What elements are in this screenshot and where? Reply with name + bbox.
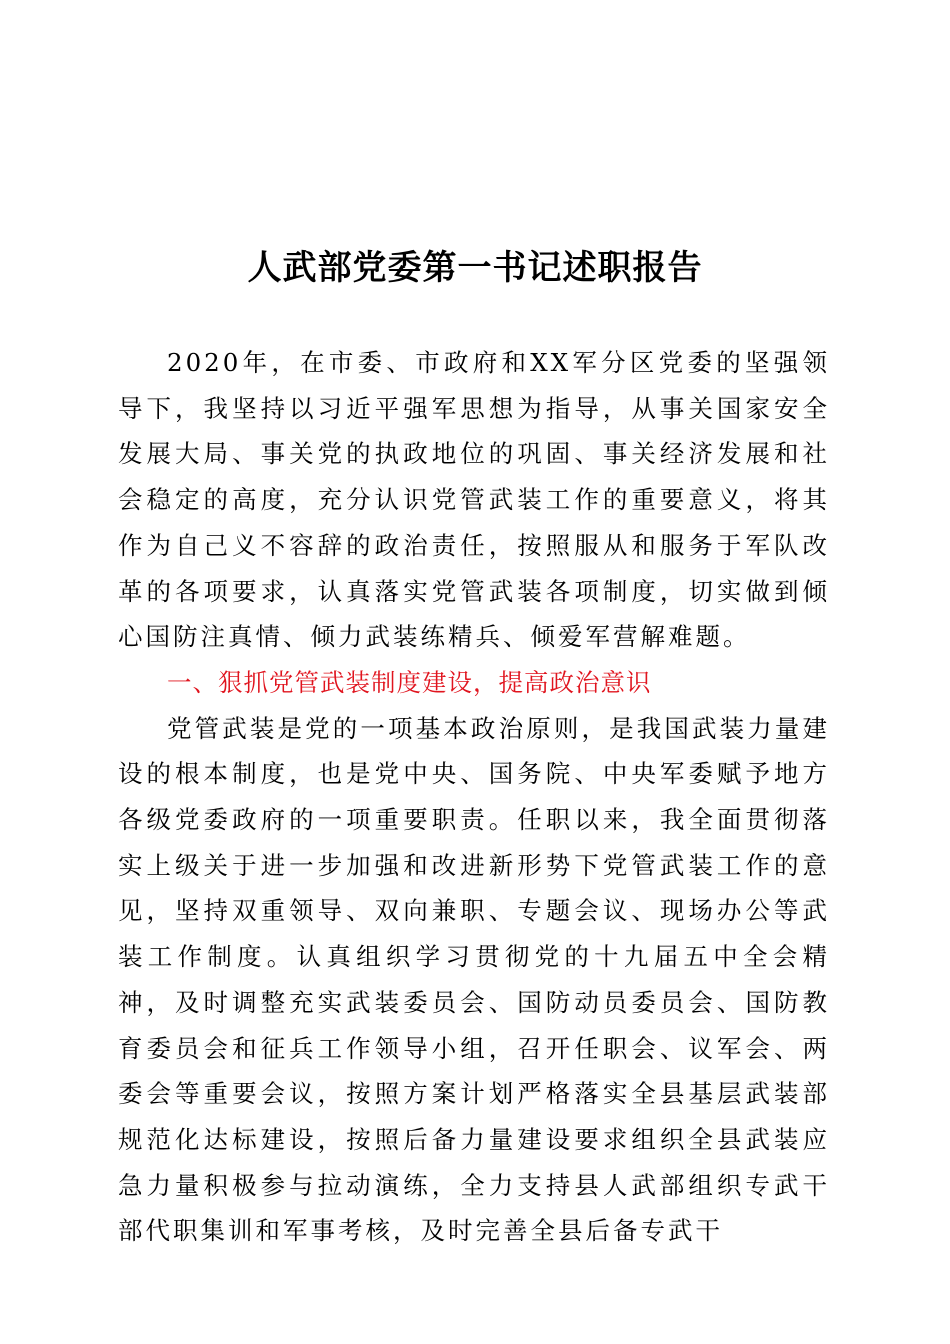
intro-paragraph: 2020年，在市委、市政府和XX军分区党委的坚强领导下，我坚持以习近平强军思想为指导，从事关国家安全发展大局、事关党的执政地位的巩固、事关经济发展和社会稳定的高度，充分认识党管武装工作的重要意义，将其作为自己义不容辞的政治责任，按照服从和服务于军队改革的各项要求，认真落实党管武装各项制度，切实做到倾心国防注真情、倾力武装练精兵、倾爱军营解难题。 [118, 348, 830, 652]
document-title: 人武部党委第一书记述职报告 [247, 248, 703, 288]
section-1-paragraph: 党管武装是党的一项基本政治原则，是我国武装力量建设的根本制度，也是党中央、国务院、中央军委赋予地方各级党委政府的一项重要职责。任职以来，我全面贯彻落实上级关于进一步加强和改进新形势下党管武装工作的意见，坚持双重领导、双向兼职、专题会议、现场办公等武装工作制度。认真组织学习贯彻党的十九届五中全会精神，及时调整充实武装委员会、国防动员委员会、国防教育委员会和征兵工作领导小组，召开任职会、议军会、两委会等重要会议，按照方案计划严格落实全县基层武装部规范化达标建设，按照后备力量建设要求组织全县武装应急力量积极参与拉动演练，全力支持县人武部组织专武干部代职集训和军事考核，及时完善全县后备专武干 [118, 713, 830, 1246]
section-heading-1: 一、狠抓党管武装制度建设，提高政治意识 [167, 667, 652, 697]
document-body [118, 340, 830, 1254]
